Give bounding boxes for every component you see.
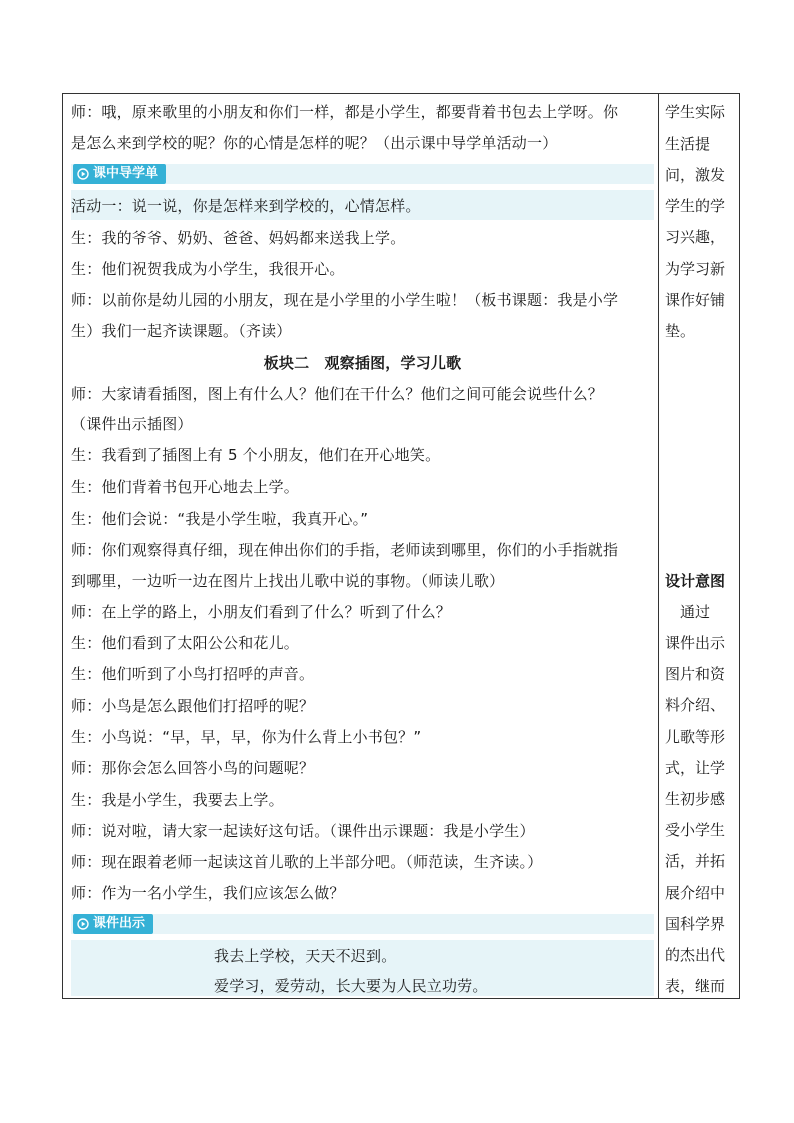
text-line: 师：作为一名小学生，我们应该怎么做？ bbox=[71, 884, 345, 902]
note-line: 儿歌等形 bbox=[665, 728, 726, 746]
note-line: 通过 bbox=[665, 603, 711, 621]
note-line: 垫。 bbox=[665, 322, 696, 340]
section-heading: 板块二 观察插图，学习儿歌 bbox=[263, 354, 462, 372]
note-line: 表，继而 bbox=[665, 977, 726, 995]
note-line: 国科学界 bbox=[665, 915, 726, 933]
note-line: 受小学生 bbox=[665, 821, 726, 839]
text-line: 到哪里，一边听一边在图片上找出儿歌中说的事物。（师读儿歌） bbox=[71, 572, 505, 590]
play-circle-icon bbox=[77, 168, 89, 180]
text-line: 生：我看到了插图上有 5 个小朋友，他们在开心地笑。 bbox=[71, 446, 441, 464]
courseware-tag-label: 课件出示 bbox=[93, 916, 146, 931]
text-line: 师：你们观察得真仔细，现在伸出你们的手指，老师读到哪里，你们的小手指就指 bbox=[71, 541, 619, 559]
text-line: 生：他们背着书包开心地去上学。 bbox=[71, 478, 300, 496]
text-line: （课件出示插图） bbox=[71, 415, 193, 433]
text-line: 师：在上学的路上，小朋友们看到了什么？听到了什么？ bbox=[71, 603, 452, 621]
note-line: 问，激发 bbox=[665, 166, 726, 184]
text-line: 生：小鸟说：“早，早，早，你为什么背上小书包？” bbox=[71, 728, 422, 746]
text-line: 师：说对啦，请大家一起读好这句话。（课件出示课题：我是小学生） bbox=[71, 822, 535, 840]
note-line: 为学习新 bbox=[665, 260, 726, 278]
note-line: 课作好铺 bbox=[665, 291, 726, 309]
note-line: 生初步感 bbox=[665, 790, 726, 808]
note-line: 生活提 bbox=[665, 135, 711, 153]
text-line: 师：哦，原来歌里的小朋友和你们一样，都是小学生，都要背着书包去上学呀。你 bbox=[71, 103, 619, 121]
text-line: 生：我是小学生，我要去上学。 bbox=[71, 791, 284, 809]
design-intent-heading: 设计意图 bbox=[665, 572, 726, 590]
text-line: 师：现在跟着老师一起读这首儿歌的上半部分吧。（师范读，生齐读。） bbox=[71, 853, 543, 871]
text-line: 师：大家请看插图，图上有什么人？他们在干什么？他们之间可能会说些什么？ bbox=[71, 385, 604, 403]
note-line: 课件出示 bbox=[665, 634, 726, 652]
activity-line: 活动一：说一说，你是怎样来到学校的，心情怎样。 bbox=[71, 197, 421, 215]
text-line: 生：他们看到了太阳公公和花儿。 bbox=[71, 634, 300, 652]
guide-tag bbox=[71, 164, 654, 184]
text-line: 生：他们听到了小鸟打招呼的声音。 bbox=[71, 665, 315, 683]
lesson-table bbox=[62, 93, 740, 999]
poem-line: 我去上学校，天天不迟到。 bbox=[214, 947, 397, 965]
text-line: 生：他们祝贺我成为小学生，我很开心。 bbox=[71, 260, 345, 278]
guide-tag-label: 课中导学单 bbox=[93, 166, 159, 181]
text-line: 师：小鸟是怎么跟他们打招呼的呢？ bbox=[71, 697, 315, 715]
note-line: 式，让学 bbox=[665, 759, 726, 777]
note-line: 的杰出代 bbox=[665, 946, 726, 964]
text-line: 生：我的爷爷、奶奶、爸爸、妈妈都来送我上学。 bbox=[71, 229, 406, 247]
play-circle-icon bbox=[77, 918, 89, 930]
text-line: 师：那你会怎么回答小鸟的问题呢？ bbox=[71, 759, 315, 777]
note-line: 习兴趣， bbox=[665, 228, 726, 246]
text-line: 是怎么来到学校的呢？你的心情是怎样的呢？（出示课中导学单活动一） bbox=[71, 134, 558, 152]
poem-line: 爱学习，爱劳动，长大要为人民立功劳。 bbox=[214, 977, 488, 995]
courseware-tag-chip bbox=[73, 914, 153, 934]
note-line: 学生实际 bbox=[665, 103, 726, 121]
text-line: 生）我们一起齐读课题。（齐读） bbox=[71, 322, 292, 340]
courseware-tag bbox=[71, 914, 654, 934]
note-line: 图片和资 bbox=[665, 665, 726, 683]
note-line: 料介绍、 bbox=[665, 696, 726, 714]
text-line: 生：他们会说：“我是小学生啦，我真开心。” bbox=[71, 510, 369, 528]
guide-tag-chip bbox=[73, 164, 166, 184]
note-line: 展介绍中 bbox=[665, 884, 726, 902]
text-line: 师：以前你是幼儿园的小朋友，现在是小学里的小学生啦！（板书课题：我是小学 bbox=[71, 291, 619, 309]
column-divider bbox=[658, 94, 659, 998]
note-line: 学生的学 bbox=[665, 197, 726, 215]
note-line: 活，并拓 bbox=[665, 852, 726, 870]
